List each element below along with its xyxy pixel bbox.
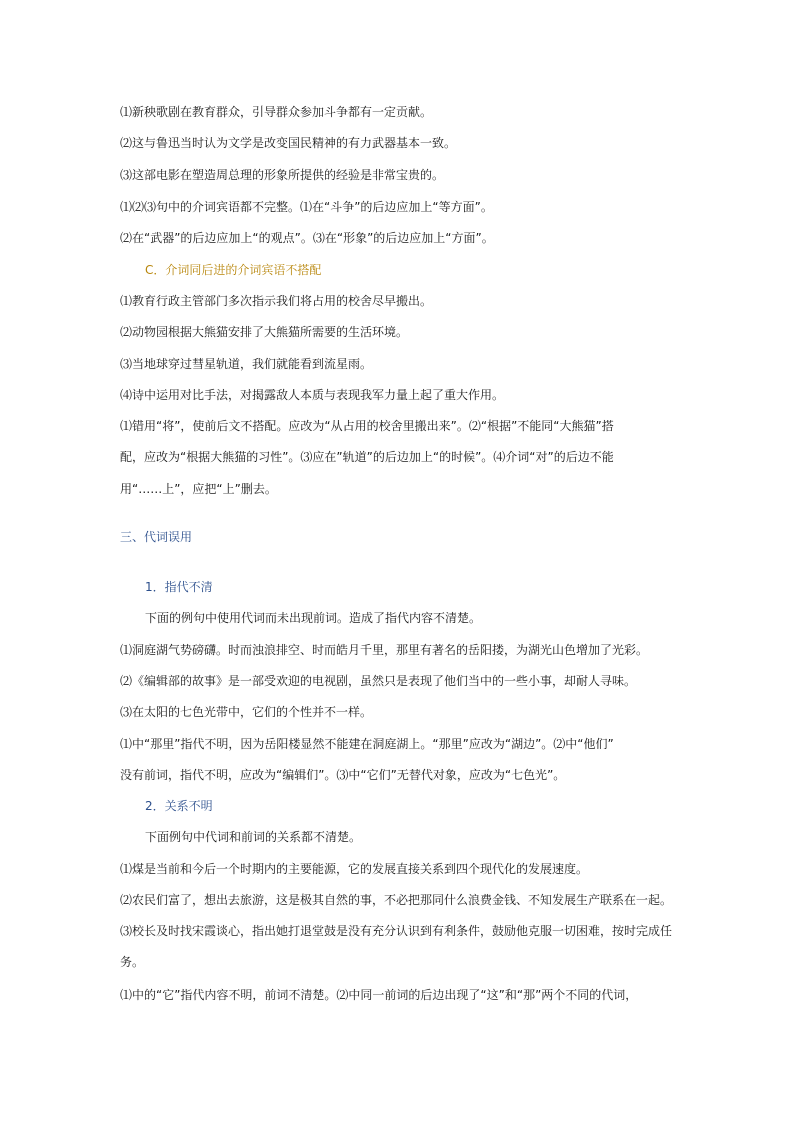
example-line: 务。 — [120, 955, 145, 969]
example-line: ⑵这与鲁迅当时认为文学是改变国民精神的有力武器基本一致。 — [120, 136, 457, 150]
subsection-heading: C．介词同后进的介词宾语不搭配 — [145, 263, 322, 277]
example-line: ⑶在太阳的七色光带中，它们的个性并不一样。 — [120, 705, 373, 719]
example-line: ⑴洞庭湖气势磅礴。时而浊浪排空、时而皓月千里，那里有著名的岳阳搂，为湖光山色增加了光彩。 — [120, 643, 649, 657]
explanation-line: ⑴⑵⑶句中的介词宾语都不完整。⑴在“斗争”的后边应加上“等方面”。 — [120, 200, 493, 214]
example-line: ⑵《编辑部的故事》是一部受欢迎的电视剧，虽然只是表现了他们当中的一些小事，却耐人寻味。 — [120, 674, 637, 688]
example-line: ⑴教育行政主管部门多次指示我们将占用的校舍尽早搬出。 — [120, 294, 433, 308]
example-line: ⑶当地球穿过彗星轨道，我们就能看到流星雨。 — [120, 357, 373, 371]
explanation-line: 没有前词，指代不明，应改为“编辑们”。⑶中“它们”无替代对象，应改为“七色光”。 — [120, 768, 566, 782]
example-line: ⑶这部电影在塑造周总理的形象所提供的经验是非常宝贵的。 — [120, 168, 445, 182]
explanation-line: ⑴错用“将”，使前后文不搭配。应改为“从占用的校舍里搬出来”。⑵“根据”不能同“大熊猫”搭 — [120, 419, 614, 433]
example-line: ⑵农民们富了，想出去旅游，这是极其自然的事，不必把那同什么浪费金钱、不知发展生产联系在一起。 — [120, 893, 673, 907]
example-line: ⑴新秧歌剧在教育群众，引导群众参加斗争都有一定贡献。 — [120, 105, 433, 119]
intro-line: 下面例句中代词和前词的关系都不清楚。 — [145, 830, 362, 844]
explanation-line: ⑵在“武器”的后边应加上“的观点”。⑶在“形象”的后边应加上“方面”。 — [120, 231, 494, 245]
subsection-heading: 1．指代不清 — [145, 580, 213, 594]
explanation-line: 用“……上”，应把“上”删去。 — [120, 482, 277, 496]
example-line: ⑷诗中运用对比手法，对揭露敌人本质与表现我军力量上起了重大作用。 — [120, 388, 505, 402]
explanation-line: ⑴中“那里”指代不明，因为岳阳楼显然不能建在洞庭湖上。“那里”应改为“湖边”。⑵中“他们” — [120, 737, 614, 751]
intro-line: 下面的例句中使用代词而未出现前词。造成了指代内容不清楚。 — [145, 611, 482, 625]
explanation-line: ⑴中的“它”指代内容不明，前词不清楚。⑵中同一前词的后边出现了“这”和“那”两个不同的代词， — [120, 988, 638, 1002]
explanation-line: 配，应改为“根据大熊猫的习性”。⑶应在”轨道”的后边加上“的时候”。⑷介词“对”的后边不能 — [120, 450, 614, 464]
example-line: ⑴煤是当前和今后一个时期内的主要能源，它的发展直接关系到四个现代化的发展速度。 — [120, 862, 589, 876]
subsection-heading: 2．关系不明 — [145, 799, 213, 813]
example-line: ⑶校长及时找宋霞谈心，指出她打退堂鼓是没有充分认识到有利条件，鼓励他克服一切困难，按时完成任 — [120, 924, 673, 938]
section-heading: 三、代词误用 — [120, 530, 193, 544]
example-line: ⑵动物园根据大熊猫安排了大熊猫所需要的生活环境。 — [120, 325, 409, 339]
